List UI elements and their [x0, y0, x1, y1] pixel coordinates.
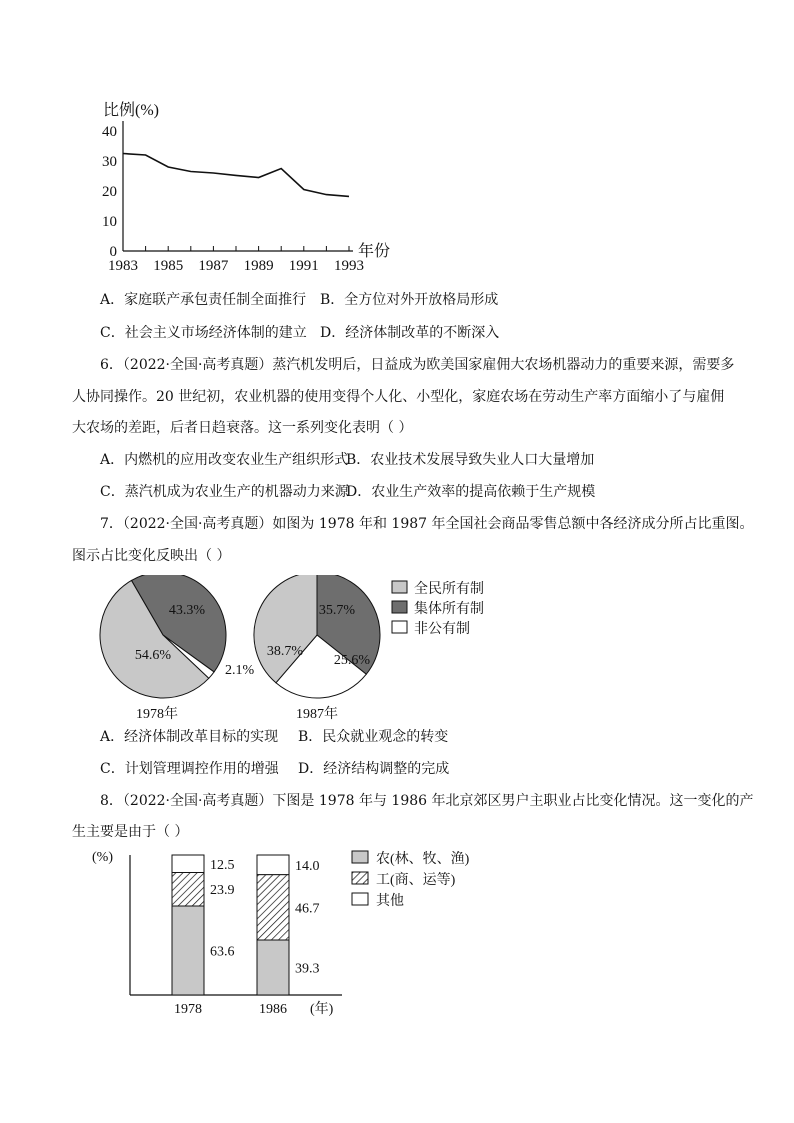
q7-stem-line-2: 图示占比变化反映出（ ）: [72, 548, 231, 564]
legend-swatch: [352, 893, 368, 905]
pie-charts: [95, 575, 515, 725]
line-chart-series: [123, 154, 349, 197]
q6-stem-line-3: 大农场的差距，后者日趋衰落。这一系列变化表明（ ）: [72, 420, 413, 436]
legend-swatch: [352, 851, 368, 863]
pie-value-label: 35.7%: [318, 603, 356, 618]
legend-swatch: [392, 581, 407, 593]
x-tick-label: 1989: [243, 258, 274, 274]
bar-segment: [172, 855, 204, 873]
pie-value-label: 2.1%: [225, 663, 255, 678]
line-chart-x-ticks: [108, 246, 364, 274]
bar-category-label: 1986: [259, 1002, 287, 1017]
q5-option-b[interactable]: B．全方位对外开放格局形成: [320, 292, 499, 308]
bar-value-label: 46.7: [295, 901, 320, 917]
x-tick-label: 1985: [153, 258, 184, 274]
pie-title: 1978年: [136, 707, 178, 722]
q8-stem-line-1: 8．（2022·全国·高考真题）下图是 1978 年与 1986 年北京郊区男户主职业占比变化情况。这一变化的产: [100, 793, 754, 809]
bar-chart-bars: [172, 855, 320, 1017]
x-tick-label: 1993: [334, 258, 364, 274]
q7-stem-line-1: 7．（2022·全国·高考真题）如图为 1978 年和 1987 年全国社会商品零售总额中各经济成分所占比重图。: [100, 516, 754, 532]
pie-chart-1978: [100, 575, 255, 722]
bar-segment: [257, 940, 289, 995]
bar-chart-legend: [352, 850, 470, 909]
legend-label: 全民所有制: [414, 582, 484, 597]
bar-category-label: 1978: [174, 1002, 202, 1017]
bar-segment: [257, 875, 289, 940]
legend-label: 其他: [376, 894, 404, 909]
q6-option-b[interactable]: B．农业技术发展导致失业人口大量增加: [346, 452, 595, 468]
bar-value-label: 39.3: [295, 961, 320, 977]
bar-value-label: 12.5: [210, 857, 235, 873]
legend-label: 工(商、运等): [376, 873, 456, 888]
q6-stem-line-1: 6．（2022·全国·高考真题）蒸汽机发明后，日益成为欧美国家雇佣大农场机器动力的重要来源，需要多: [100, 357, 735, 373]
bar-segment: [172, 906, 204, 995]
q5-option-a[interactable]: A．家庭联产承包责任制全面推行: [100, 292, 307, 308]
line-chart-xlabel: 年份: [358, 243, 391, 260]
y-tick-label: 40: [102, 124, 117, 140]
bar-value-label: 63.6: [210, 944, 235, 960]
legend-swatch: [352, 872, 368, 884]
bar-value-label: 14.0: [295, 858, 320, 874]
pie-legend: [392, 581, 484, 637]
bar-y-label: (%): [92, 850, 113, 865]
x-tick-label: 1987: [198, 258, 229, 274]
y-tick-label: 10: [102, 214, 117, 230]
bar-x-label: (年): [310, 1002, 334, 1017]
legend-label: 非公有制: [414, 622, 470, 637]
line-chart-ylabel: 比例(%): [103, 102, 159, 119]
q8-stem-line-2: 生主要是由于（ ）: [72, 824, 189, 840]
pie-title: 1987年: [296, 707, 338, 722]
pie-value-label: 25.6%: [333, 653, 371, 668]
line-chart-axes: [123, 121, 353, 251]
pie-value-label: 54.6%: [134, 648, 172, 663]
q7-option-d[interactable]: D．经济结构调整的完成: [298, 761, 450, 777]
legend-swatch: [392, 601, 407, 613]
bar-segment: [172, 873, 204, 907]
pie-value-label: 43.3%: [168, 603, 206, 618]
series-line: [123, 154, 349, 197]
y-tick-label: 0: [109, 244, 117, 260]
bar-segment: [257, 855, 289, 875]
q7-option-c[interactable]: C．计划管理调控作用的增强: [100, 761, 279, 777]
q5-option-c[interactable]: C．社会主义市场经济体制的建立: [100, 325, 307, 341]
stacked-bar-chart: [90, 845, 510, 1020]
q6-stem-line-2: 人协同操作。20 世纪初，农业机器的使用变得个人化、小型化，家庭农场在劳动生产率方面缩小了与雇佣: [72, 389, 725, 405]
line-chart-y-ticks: [102, 124, 117, 260]
pie-value-label: 38.7%: [266, 644, 304, 659]
x-tick-label: 1991: [288, 258, 319, 274]
bar-value-label: 23.9: [210, 883, 235, 899]
bar-chart-axes: [92, 850, 342, 1017]
q5-option-d[interactable]: D．经济体制改革的不断深入: [320, 325, 500, 341]
q6-option-a[interactable]: A．内燃机的应用改变农业生产组织形式: [100, 452, 349, 468]
q7-option-b[interactable]: B．民众就业观念的转变: [298, 729, 449, 745]
y-tick-label: 20: [102, 184, 117, 200]
q7-option-a[interactable]: A．经济体制改革目标的实现: [100, 729, 279, 745]
q6-option-c[interactable]: C．蒸汽机成为农业生产的机器动力来源: [100, 484, 349, 500]
x-tick-label: 1983: [108, 258, 138, 274]
legend-label: 农(林、牧、渔): [376, 852, 470, 867]
y-tick-label: 30: [102, 154, 117, 170]
q6-option-d[interactable]: D．农业生产效率的提高依赖于生产规模: [346, 484, 596, 500]
legend-swatch: [392, 621, 407, 633]
pie-chart-1987: [254, 575, 380, 722]
line-chart: [95, 95, 405, 280]
legend-label: 集体所有制: [414, 602, 484, 617]
